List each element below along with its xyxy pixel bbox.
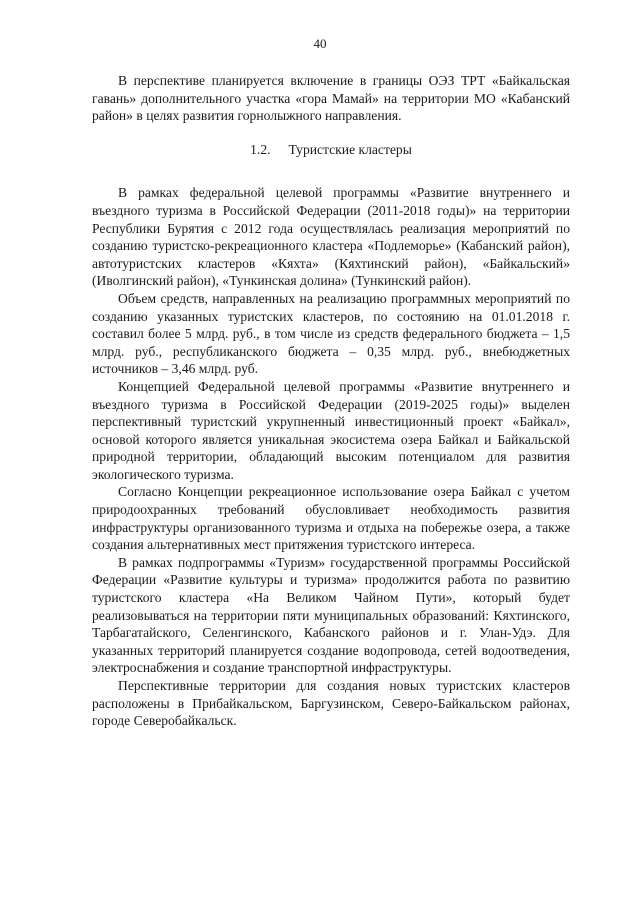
page-number: 40 (313, 36, 327, 51)
paragraph-federal-program: В рамках федеральной целевой программы «Развитие внутреннего и въездного туризма в Российской Федерации (2011-2018 годы)» на территории Республики Бурятия с 2012 года осуществлялась реализация мероприятий по созданию туристско-рекреационного кластера «Подлеморье» (Кабанский район), автотуристских кластеров «Кяхта» (Кяхтинский район), «Байкальский» (Иволгинский район), «Тункинская долина» (Тункинский район). (92, 185, 570, 289)
paragraph-recreational-use: Согласно Концепции рекреационное использование озера Байкал с учетом природоохранных требований обусловливает необходимость развития инфраструктуры организованного туризма и отдыха на побережье озера, а также создания альтернативных мест притяжения туристского интереса. (92, 484, 570, 553)
paragraph-tea-route-cluster: В рамках подпрограммы «Туризм» государственной программы Российской Федерации «Развитие культуры и туризма» продолжится работа по развитию туристского кластера «На Великом Чайном Пути», который будет реализовываться на территории пяти муниципальных образований: Кяхтинского, Тарбагатайского, Селенгинского, Кабанского районов и г. Улан-Удэ. Для указанных территорий планируется создание водопровода, сетей водоотведения, электроснабжения и создание транспортной инфраструктуры. (92, 554, 570, 676)
paragraph-funding: Объем средств, направленных на реализацию программных мероприятий по созданию указанных туристских кластеров, по состоянию на 01.01.2018 г. составил более 5 млрд. руб., в том числе из средств федерального бюджета – 1,5 млрд. руб., республиканского бюджета – 0,35 млрд. руб., внебюджетных источников – 3,46 млрд. руб. (92, 290, 570, 377)
document-body (92, 72, 570, 730)
paragraph-concept-baikal: Концепцией Федеральной целевой программы «Развитие внутреннего и въездного туризма в Российской Федерации (2019-2025 годы)» выделен перспективный туристский укрупненный инвестиционный проект «Байкал», основой которого является уникальная экосистема озера Байкал и Байкальской природной территории, обладающий высоким потенциалом для развития экологического туризма. (92, 378, 570, 482)
section-title: Туристские кластеры (288, 141, 412, 157)
section-number: 1.2. (250, 141, 271, 157)
intro-paragraph: В перспективе планируется включение в границы ОЭЗ ТРТ «Байкальская гавань» дополнительного участка «гора Мамай» на территории МО «Кабанский район» в целях развития горнолыжного направления. (92, 73, 570, 124)
section-heading (92, 141, 570, 159)
paragraph-prospective-territories: Перспективные территории для создания новых туристских кластеров расположены в Прибайкальском, Баргузинском, Северо-Байкальском районах, городе Северобайкальск. (92, 678, 570, 729)
